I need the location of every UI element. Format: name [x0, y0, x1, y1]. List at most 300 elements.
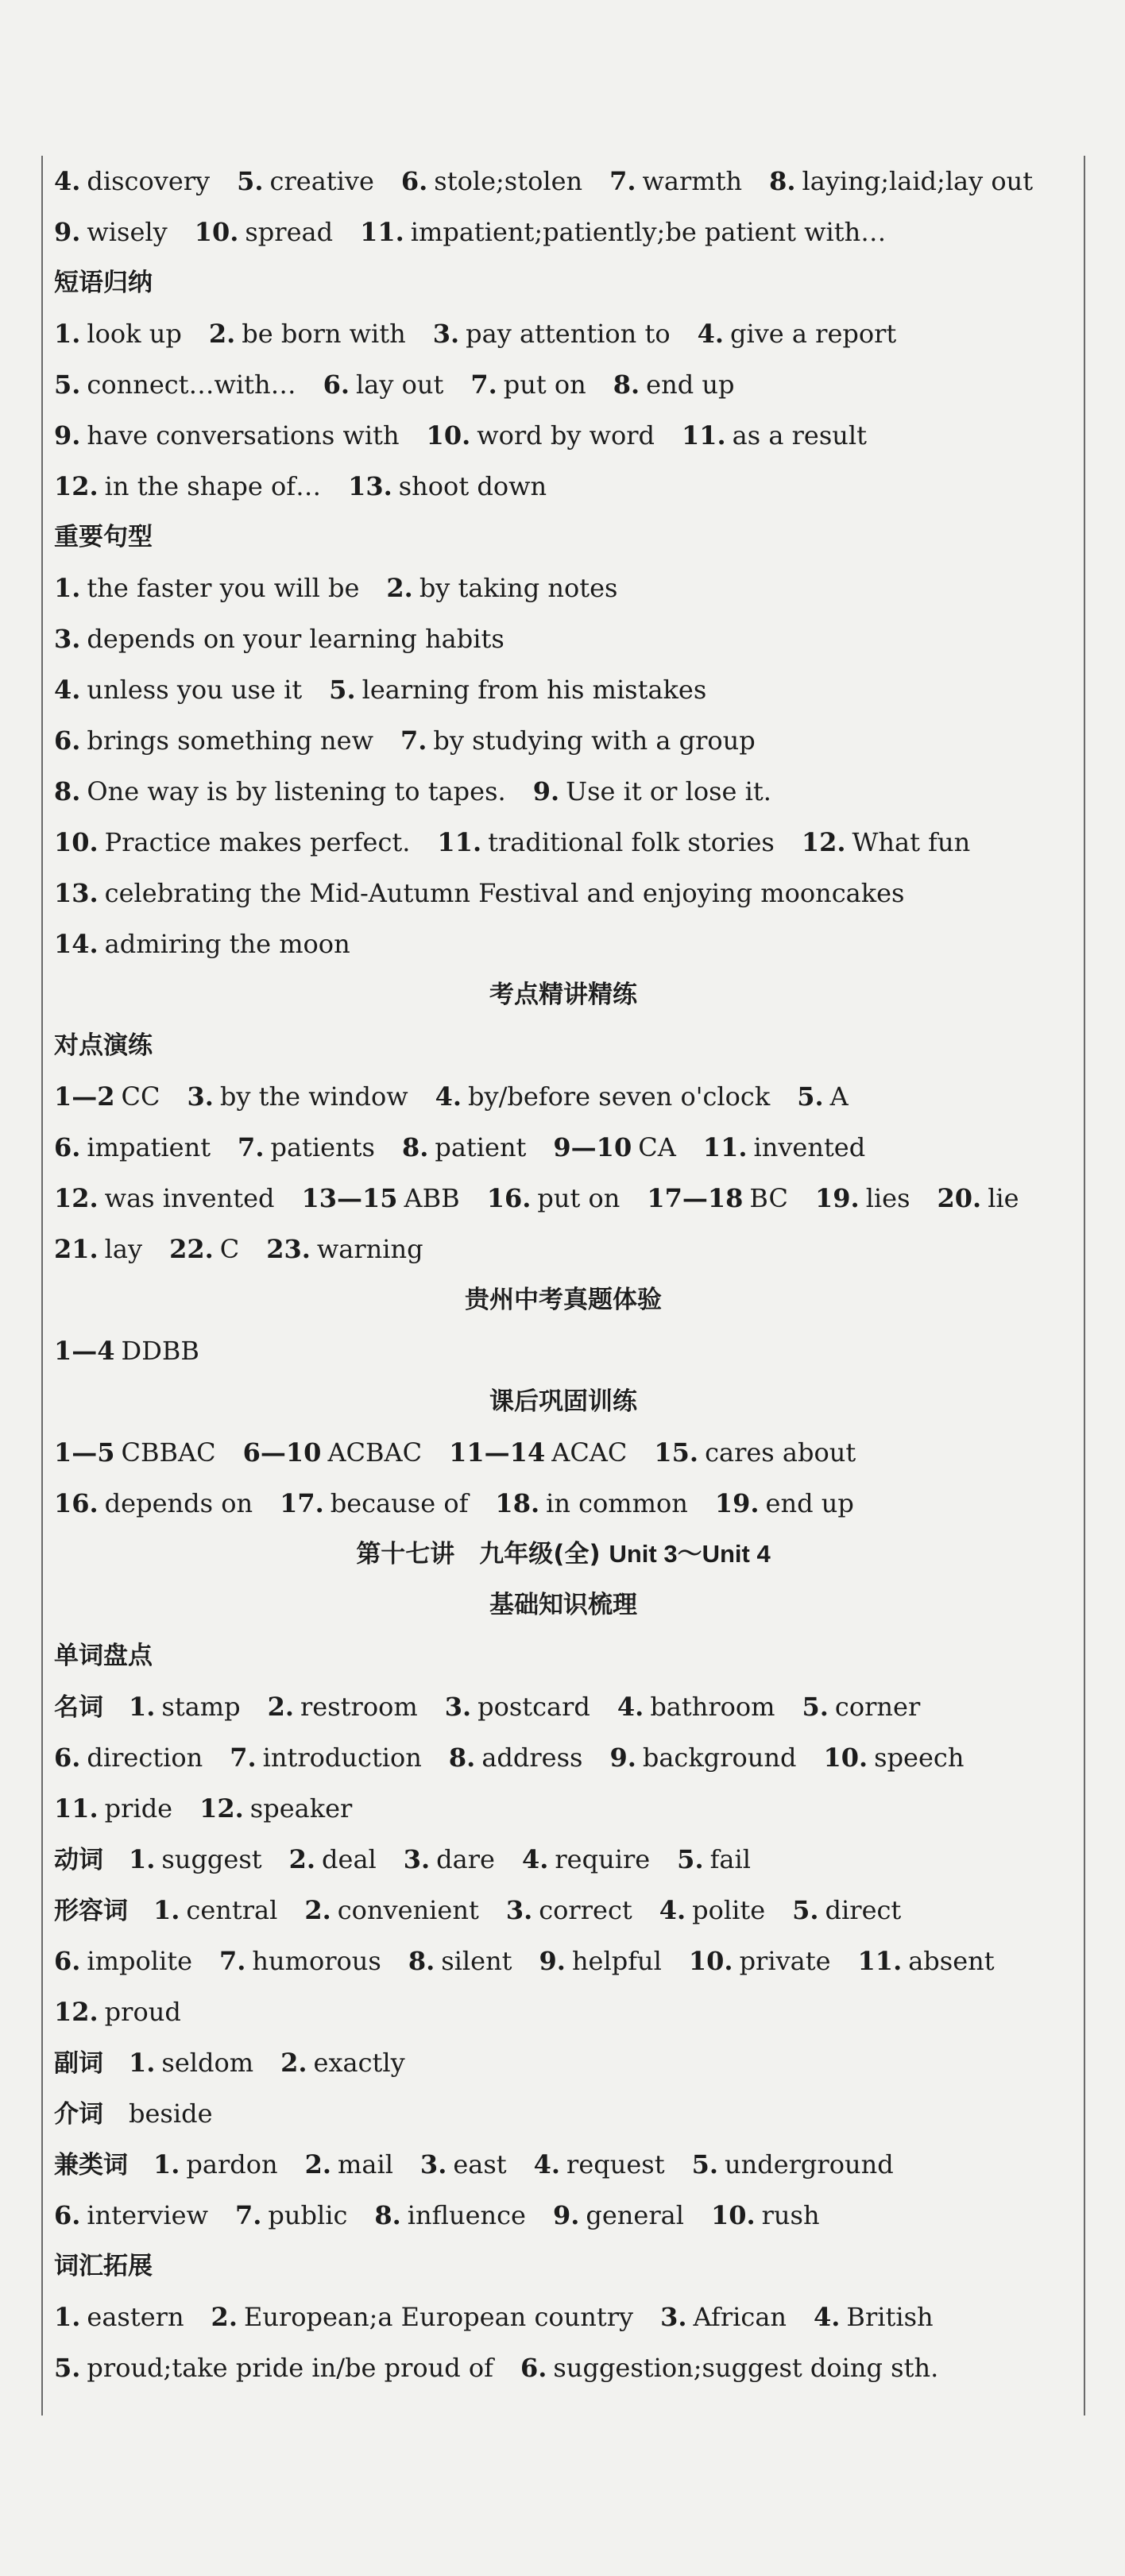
answer-text: proud;take pride in/be proud of [87, 2353, 494, 2383]
answer-text: Practice makes perfect. [104, 827, 411, 857]
answer-item [522, 1844, 650, 1874]
word-category-label: 副词 [54, 2049, 103, 2078]
answer-item [199, 1793, 352, 1824]
answer-item [487, 1183, 620, 1213]
answer-item [647, 1183, 788, 1213]
answer-number: 11. [702, 1132, 748, 1162]
answer-item [858, 1946, 995, 1976]
answer-text: speech [874, 1742, 965, 1773]
answer-item [692, 2149, 894, 2180]
answer-item [54, 1183, 274, 1213]
answer-text: African [693, 2302, 787, 2332]
answer-item [689, 1946, 831, 1976]
section-heading-sentences: 重要句型 [54, 523, 153, 551]
answer-item [54, 1336, 199, 1366]
answer-item [54, 929, 350, 959]
answer-number: 6. [54, 1946, 81, 1976]
section-heading-phrases: 短语归纳 [54, 269, 153, 297]
answer-item [553, 2200, 684, 2230]
answer-item [54, 1742, 203, 1773]
answer-text: the faster you will be [87, 573, 360, 603]
answer-number: 22. [169, 1234, 214, 1264]
answer-text: mail [338, 2149, 393, 2180]
answer-item [470, 369, 586, 400]
answer-number: 5. [54, 369, 81, 400]
answer-text: shoot down [398, 471, 547, 501]
answer-item [613, 369, 735, 400]
answer-item [54, 573, 359, 603]
answer-text: lie [988, 1183, 1019, 1213]
answer-line [54, 563, 1073, 613]
answer-text: be born with [242, 319, 406, 349]
answer-text: Use it or lose it. [566, 776, 771, 806]
answer-number: 5. [54, 2353, 81, 2383]
answer-item [129, 1844, 262, 1874]
answer-item [617, 1692, 775, 1722]
answer-text: corner [834, 1692, 921, 1722]
answer-number: 3. [54, 624, 81, 654]
answer-item [209, 319, 406, 349]
word-category-label: 介词 [54, 2100, 103, 2129]
answer-line [54, 2139, 1073, 2190]
answer-item [54, 217, 168, 247]
answer-item [445, 1692, 590, 1722]
answer-text: in common [546, 1488, 688, 1518]
answer-number: 2. [267, 1692, 294, 1722]
answer-item [280, 2048, 405, 2078]
answer-item [420, 2149, 507, 2180]
answer-number: 7. [219, 1946, 246, 1976]
answer-text: look up [87, 319, 182, 349]
answer-text: was invented [104, 1183, 275, 1213]
answer-number: 10. [688, 1946, 733, 1976]
answer-item [435, 1081, 771, 1112]
answer-text: lies [865, 1183, 910, 1213]
answer-item [153, 2149, 278, 2180]
answer-text: invented [753, 1132, 866, 1162]
answer-text: correct [539, 1895, 632, 1925]
answer-text: What fun [852, 827, 971, 857]
answer-line [54, 664, 1073, 715]
answer-text: ABB [404, 1183, 460, 1213]
answer-line [54, 1681, 1073, 1732]
answer-line [54, 868, 1073, 919]
answer-item [219, 1946, 381, 1976]
answer-line [54, 2292, 1073, 2342]
answer-number: 8. [448, 1742, 476, 1773]
answer-text: absent [908, 1946, 995, 1976]
answer-text: European;a European country [243, 2302, 634, 2332]
answer-text: silent [441, 1946, 512, 1976]
answer-item [289, 1844, 377, 1874]
answer-text: general [586, 2200, 684, 2230]
answer-text: impolite [87, 1946, 192, 1976]
answer-text: address [481, 1742, 583, 1773]
answer-text: British [846, 2302, 934, 2332]
answer-item [711, 2200, 820, 2230]
answer-number: 7. [238, 1132, 265, 1162]
answer-text: influence [407, 2200, 526, 2230]
answer-item [54, 827, 410, 857]
answer-number: 6—10 [242, 1437, 322, 1468]
answer-item [660, 2302, 787, 2332]
answer-item [348, 471, 547, 501]
answer-line [54, 410, 1073, 461]
answer-item [386, 573, 617, 603]
answer-number: 19. [714, 1488, 760, 1518]
answer-number: 7. [234, 2200, 262, 2230]
answer-line [54, 1885, 1073, 1936]
answer-item [54, 471, 321, 501]
answer-number: 1. [129, 1692, 156, 1722]
answer-number: 4. [435, 1081, 462, 1112]
answer-number: 5. [677, 1844, 704, 1874]
answer-item [54, 420, 400, 451]
answer-item [534, 2149, 665, 2180]
answer-text: connect…with… [87, 369, 296, 400]
answer-number: 6. [400, 166, 428, 196]
answer-item [553, 1132, 675, 1162]
answer-text: have conversations with [87, 420, 400, 451]
answer-number: 4. [697, 319, 724, 349]
answer-number: 9. [539, 1946, 566, 1976]
answer-item [323, 369, 444, 400]
answer-item [54, 776, 506, 806]
section-heading-cihui: 词汇拓展 [54, 2252, 153, 2280]
answer-text: lay [104, 1234, 143, 1264]
answer-item [938, 1183, 1019, 1213]
lecture-title [43, 1529, 1084, 1580]
answer-number: 13—15 [301, 1183, 398, 1213]
word-category-label: 动词 [54, 1846, 103, 1874]
answer-item [305, 2149, 393, 2180]
answer-text: by/before seven o'clock [468, 1081, 771, 1112]
answer-text: depends on your learning habits [87, 624, 505, 654]
answer-item [506, 1895, 632, 1925]
answer-number: 3. [187, 1081, 214, 1112]
answer-text: rush [761, 2200, 820, 2230]
answer-number: 10. [426, 420, 471, 451]
answer-item [408, 1946, 512, 1976]
answer-text: wisely [87, 217, 168, 247]
answer-item [792, 1895, 901, 1925]
section-title-guizhou: 贵州中考真题体验 [465, 1286, 662, 1314]
section-heading-duidian: 对点演练 [54, 1031, 153, 1060]
answer-text: impatient;patiently;be patient with… [410, 217, 887, 247]
answer-number: 1—2 [54, 1081, 115, 1112]
answer-item [703, 1132, 865, 1162]
answer-item [400, 725, 756, 756]
answer-number: 1. [129, 1844, 156, 1874]
answer-number: 6. [54, 1742, 81, 1773]
answer-item [54, 1234, 142, 1264]
answer-number: 13. [54, 878, 99, 908]
answer-text: CC [121, 1081, 160, 1112]
answer-text: One way is by listening to tapes. [87, 776, 506, 806]
answer-text: by taking notes [419, 573, 618, 603]
answer-item [54, 2353, 493, 2383]
answer-item [54, 1132, 211, 1162]
answer-text: deal [322, 1844, 377, 1874]
answer-item [211, 2302, 634, 2332]
section-title-kaodian: 考点精讲精练 [489, 981, 637, 1009]
answer-number: 1. [153, 1895, 180, 1925]
answer-number: 8. [613, 369, 640, 400]
answer-text: restroom [300, 1692, 418, 1722]
answer-number: 3. [444, 1692, 472, 1722]
answer-number: 4. [617, 1692, 644, 1722]
answer-text: bathroom [650, 1692, 775, 1722]
answer-number: 8. [408, 1946, 435, 1976]
answer-number: 21. [54, 1234, 99, 1264]
answer-number: 11. [360, 217, 404, 247]
answer-item [823, 1742, 964, 1773]
answer-text: polite [692, 1895, 766, 1925]
answer-text: beside [129, 2098, 213, 2129]
answer-number: 5. [797, 1081, 824, 1112]
answer-number: 6. [323, 369, 350, 400]
answer-line [54, 2037, 1073, 2088]
answer-number: 2. [280, 2048, 307, 2078]
answer-number: 1—4 [54, 1336, 115, 1366]
answer-number: 3. [432, 319, 460, 349]
answer-item [54, 1488, 253, 1518]
answer-text: stole;stolen [434, 166, 583, 196]
answer-text: admiring the moon [104, 929, 350, 959]
answer-item [54, 1081, 160, 1112]
answer-number: 3. [660, 2302, 687, 2332]
answer-text: dare [436, 1844, 495, 1874]
answer-item [129, 2048, 253, 2078]
answer-item [129, 1692, 241, 1722]
answer-item [427, 420, 655, 451]
answer-number: 11. [682, 420, 726, 451]
answer-text: patients [270, 1132, 375, 1162]
answer-text: CA [638, 1132, 676, 1162]
answer-text: traditional folk stories [488, 827, 775, 857]
answer-item [374, 2200, 526, 2230]
answer-item [533, 776, 771, 806]
answer-text: stamp [161, 1692, 241, 1722]
answer-number: 2. [304, 1895, 331, 1925]
answer-text: warmth [642, 166, 743, 196]
answer-item [449, 1437, 627, 1468]
answer-number: 4. [54, 675, 81, 705]
answer-number: 4. [521, 1844, 549, 1874]
answer-item [304, 1895, 478, 1925]
answer-text: by studying with a group [433, 725, 756, 756]
answer-number: 8. [401, 1132, 429, 1162]
answer-text: as a result [732, 420, 867, 451]
answer-line [54, 359, 1073, 410]
answer-text: suggest [161, 1844, 262, 1874]
answer-text: ACBAC [327, 1437, 423, 1468]
answer-number: 2. [386, 573, 413, 603]
answer-item [814, 2302, 934, 2332]
answer-number: 1. [54, 2302, 81, 2332]
answer-item [54, 1946, 192, 1976]
answer-text: require [555, 1844, 651, 1874]
answer-text: interview [87, 2200, 208, 2230]
answer-item [188, 1081, 408, 1112]
answer-text: background [642, 1742, 797, 1773]
answer-number: 1—5 [54, 1437, 115, 1468]
answer-number: 23. [266, 1234, 311, 1264]
answer-item [54, 2200, 208, 2230]
answer-item [54, 166, 210, 196]
answer-line [54, 766, 1073, 817]
answer-item [280, 1488, 468, 1518]
answer-number: 2. [211, 2302, 238, 2332]
answer-number: 5. [792, 1895, 819, 1925]
answer-number: 4. [814, 2302, 841, 2332]
answer-item [401, 166, 582, 196]
answer-number: 11. [54, 1793, 99, 1824]
answer-number: 6. [54, 725, 81, 756]
answer-text: proud [104, 1997, 181, 2027]
answer-number: 3. [403, 1844, 431, 1874]
answer-text: by the window [219, 1081, 408, 1112]
lecture-title-cn: 第十七讲 九年级(全) [356, 1540, 601, 1568]
answer-line [54, 1732, 1073, 1783]
answer-text: speaker [249, 1793, 353, 1824]
answer-number: 10. [823, 1742, 868, 1773]
answer-item [54, 675, 302, 705]
answer-line [54, 1325, 1073, 1376]
answer-item [404, 1844, 495, 1874]
answer-text: cares about [705, 1437, 856, 1468]
answer-text: introduction [262, 1742, 422, 1773]
answer-text: in the shape of… [104, 471, 322, 501]
answer-number: 12. [801, 827, 846, 857]
lecture-title-unit: Unit 3～Unit 4 [609, 1540, 771, 1568]
answer-text: east [453, 2149, 507, 2180]
answer-line [54, 2088, 1073, 2139]
answer-number: 16. [486, 1183, 532, 1213]
answer-text: convenient [337, 1895, 479, 1925]
answer-number: 12. [54, 1183, 99, 1213]
answer-number: 3. [419, 2149, 447, 2180]
answer-number: 6. [520, 2353, 547, 2383]
answer-text: pay attention to [466, 319, 671, 349]
answer-number: 2. [304, 2149, 332, 2180]
answer-number: 1. [153, 2149, 180, 2180]
answer-text: word by word [477, 420, 655, 451]
answer-number: 11. [857, 1946, 903, 1976]
answer-number: 5. [691, 2149, 718, 2180]
answer-text: direct [825, 1895, 902, 1925]
answer-text: put on [503, 369, 586, 400]
answer-line [54, 1986, 1073, 2037]
answer-number: 8. [374, 2200, 401, 2230]
answer-line [54, 1122, 1073, 1173]
answer-item [449, 1742, 583, 1773]
answer-item [698, 319, 897, 349]
answer-text: celebrating the Mid-Autumn Festival and enjoying mooncakes [104, 878, 905, 908]
answer-text: seldom [161, 2048, 254, 2078]
answer-item [129, 2098, 213, 2129]
answer-number: 7. [470, 369, 497, 400]
answer-line [54, 1173, 1073, 1224]
answer-number: 10. [710, 2200, 756, 2230]
answer-item [54, 878, 904, 908]
answer-text: direction [87, 1742, 203, 1773]
answer-number: 4. [54, 166, 81, 196]
answer-item [495, 1488, 687, 1518]
answer-text: BC [749, 1183, 789, 1213]
answer-text: A [829, 1081, 849, 1112]
answer-item [54, 369, 296, 400]
answer-number: 9. [54, 217, 81, 247]
answer-number: 8. [769, 166, 796, 196]
answer-item [54, 1793, 172, 1824]
answer-number: 5. [329, 675, 356, 705]
answer-page [41, 156, 1085, 2415]
answer-text: give a report [729, 319, 897, 349]
answer-text: warning [316, 1234, 423, 1264]
answer-text: DDBB [121, 1336, 199, 1366]
section-title-kehou: 课后巩固训练 [489, 1387, 637, 1416]
answer-text: postcard [477, 1692, 590, 1722]
answer-text: helpful [571, 1946, 662, 1976]
answer-text: ACAC [551, 1437, 628, 1468]
answer-text: eastern [87, 2302, 184, 2332]
answer-item [266, 1234, 423, 1264]
answer-number: 7. [609, 166, 636, 196]
answer-number: 4. [659, 1895, 686, 1925]
answer-text: learning from his mistakes [361, 675, 707, 705]
answer-item [237, 166, 374, 196]
answer-item [195, 217, 333, 247]
answer-number: 10. [194, 217, 239, 247]
answer-text: laying;laid;lay out [802, 166, 1034, 196]
answer-number: 5. [237, 166, 264, 196]
answer-text: exactly [313, 2048, 405, 2078]
answer-line [54, 1071, 1073, 1122]
answer-number: 19. [815, 1183, 860, 1213]
answer-text: unless you use it [87, 675, 303, 705]
answer-number: 14. [54, 929, 99, 959]
answer-line [54, 1834, 1073, 1885]
answer-number: 9. [532, 776, 560, 806]
answer-number: 7. [400, 725, 427, 756]
answer-line [54, 919, 1073, 969]
answer-item [802, 827, 970, 857]
answer-number: 3. [505, 1895, 533, 1925]
answer-item [520, 2353, 938, 2383]
answer-item [54, 725, 373, 756]
answer-item [238, 1132, 375, 1162]
section-title-jichu: 基础知识梳理 [489, 1591, 637, 1619]
word-category-label: 兼类词 [54, 2151, 128, 2180]
answer-number: 6. [54, 1132, 81, 1162]
answer-line [54, 613, 1073, 664]
answer-line [54, 461, 1073, 512]
answer-item [230, 1742, 422, 1773]
answer-text: end up [646, 369, 735, 400]
answer-number: 9. [552, 2200, 580, 2230]
answer-text: C [219, 1234, 240, 1264]
answer-item [433, 319, 671, 349]
answer-number: 20. [937, 1183, 982, 1213]
answer-number: 9. [609, 1742, 636, 1773]
answer-item [539, 1946, 662, 1976]
answer-number: 12. [54, 1997, 99, 2027]
answer-number: 5. [802, 1692, 829, 1722]
answer-line [54, 817, 1073, 868]
answer-item [609, 1742, 796, 1773]
answer-item [243, 1437, 423, 1468]
